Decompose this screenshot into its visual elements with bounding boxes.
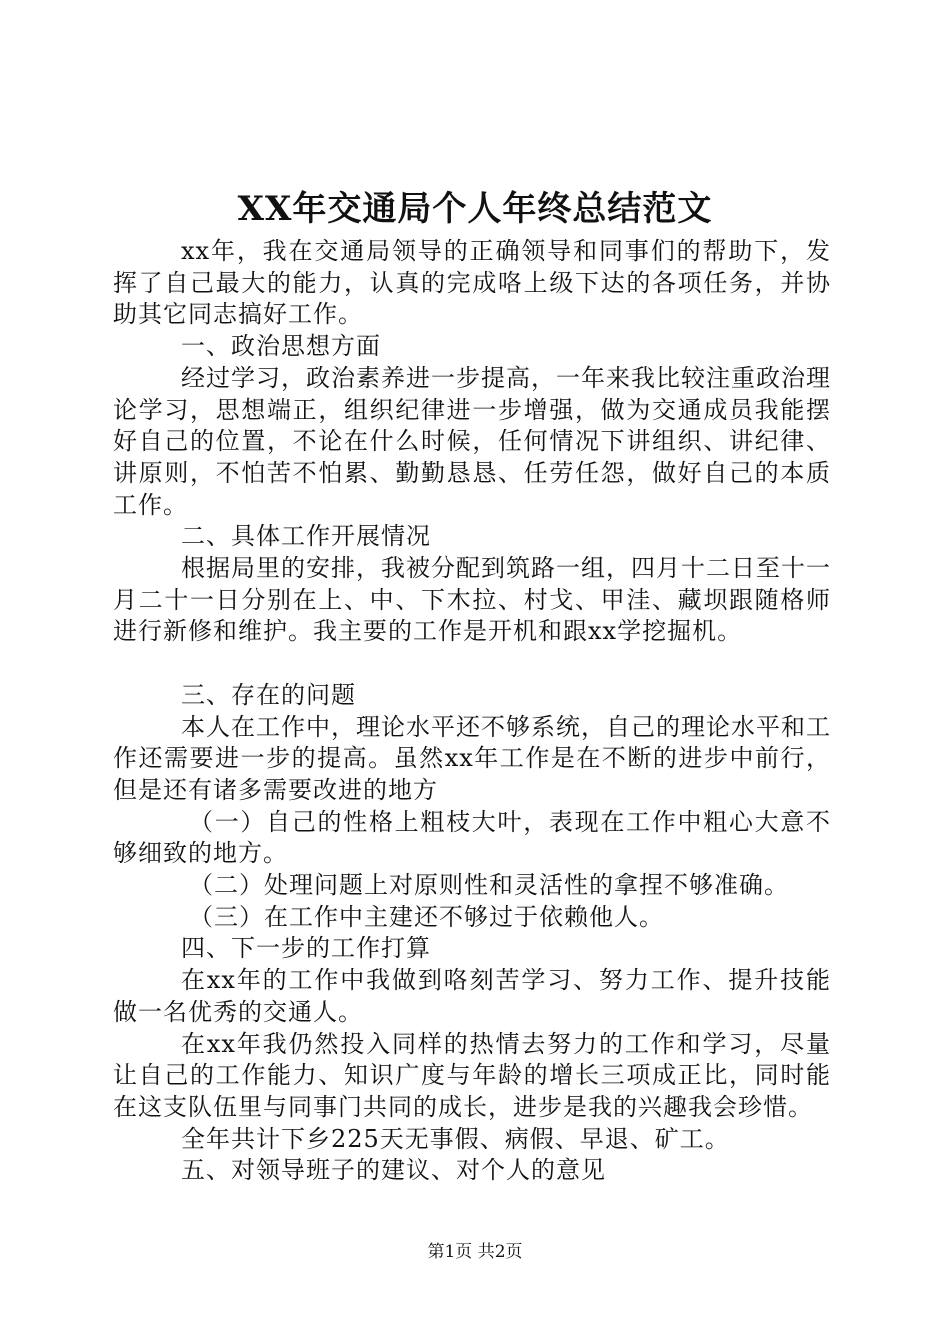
intro-paragraph: xx年，我在交通局领导的正确领导和同事们的帮助下，发挥了自己最大的能力，认真的完成咯上级下达的各项任务，并协助其它同志搞好工作。 bbox=[113, 237, 831, 329]
problem-item-1: （一）自己的性格上粗枝大叶，表现在工作中粗心大意不够细致的地方。 bbox=[113, 807, 831, 868]
page-footer: 第1页 共2页 bbox=[427, 1242, 523, 1262]
section-heading-work: 二、具体工作开展情况 bbox=[181, 522, 431, 551]
plan-paragraph-1: 在xx年的工作中我做到咯刻苦学习、努力工作、提升技能做一名优秀的交通人。 bbox=[113, 966, 831, 1026]
section-heading-suggestions: 五、对领导班子的建议、对个人的意见 bbox=[181, 1156, 606, 1185]
section-heading-plan: 四、下一步的工作打算 bbox=[181, 934, 431, 963]
document-body bbox=[113, 236, 831, 1187]
document-title: XX年交通局个人年终总结范文 bbox=[237, 189, 713, 229]
work-paragraph: 根据局里的安排，我被分配到筑路一组，四月十二日至十一月二十一日分别在上、中、下木拉、村戈、甲洼、藏坝跟随格师进行新修和维护。我主要的工作是开机和跟xx学挖掘机。 bbox=[113, 554, 831, 646]
problem-item-2: （二）处理问题上对原则性和灵活性的拿捏不够准确。 bbox=[189, 871, 789, 900]
plan-paragraph-2: 在xx年我仍然投入同样的热情去努力的工作和学习，尽量让自己的工作能力、知识广度与年龄的增长三项成正比，同时能在这支队伍里与同事门共同的成长，进步是我的兴趣我会珍惜。 bbox=[113, 1029, 831, 1121]
problem-item-3: （三）在工作中主建还不够过于依赖他人。 bbox=[189, 902, 664, 931]
section-heading-political: 一、政治思想方面 bbox=[181, 332, 381, 361]
attendance-paragraph: 全年共计下乡225天无事假、病假、早退、矿工。 bbox=[181, 1124, 730, 1153]
blank-line bbox=[113, 648, 831, 680]
political-paragraph: 经过学习，政治素养进一步提高，一年来我比较注重政治理论学习，思想端正，组织纪律进一步增强，做为交通成员我能摆好自己的位置，不论在什么时候，任何情况下讲组织、讲纪律、讲原则，不怕苦不怕累、勤勤恳恳、任劳任怨，做好自己的本质工作。 bbox=[113, 363, 831, 519]
section-heading-problems: 三、存在的问题 bbox=[181, 680, 356, 709]
problems-paragraph: 本人在工作中，理论水平还不够系统，自己的理论水平和工作还需要进一步的提高。虽然xx年工作是在不断的进步中前行，但是还有诸多需要改进的地方 bbox=[113, 712, 831, 804]
